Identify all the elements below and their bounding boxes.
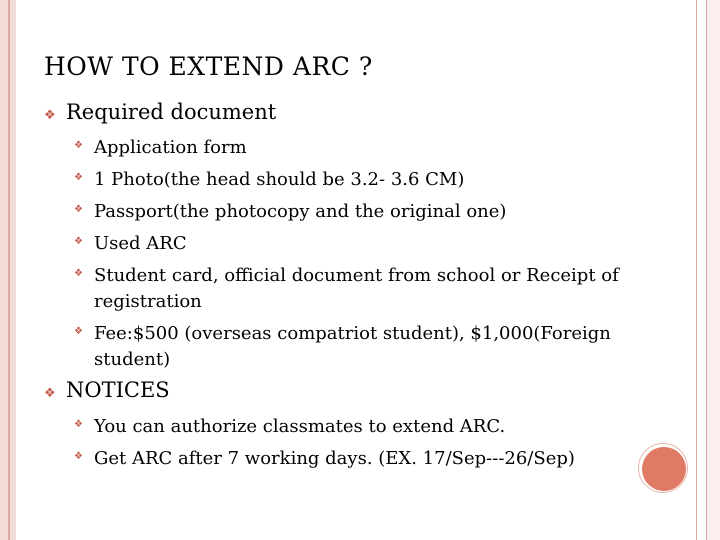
list-item [74, 446, 634, 472]
diamond-bullet-icon: ❖ [74, 451, 83, 462]
list-item-text: Student card, official document from school or Receipt of registration [94, 265, 619, 312]
right-border-line [696, 0, 697, 540]
diamond-bullet-icon: ❖ [74, 326, 83, 337]
list-item-text: 1 Photo(the head should be 3.2- 3.6 CM) [94, 169, 465, 190]
diamond-bullet-icon: ❖ [74, 172, 83, 183]
list-item [74, 167, 634, 193]
list-item-text: Get ARC after 7 working days. (EX. 17/Sep---26/Sep) [94, 448, 575, 469]
list-item-text: Used ARC [94, 233, 187, 254]
diamond-bullet-icon: ❖ [74, 204, 83, 215]
list-item [74, 321, 634, 373]
section-heading-required-document [44, 100, 276, 124]
right-border-decoration [707, 0, 720, 540]
diamond-bullet-icon: ❖ [74, 419, 83, 430]
decorative-circle [642, 447, 686, 491]
list-item [74, 135, 634, 161]
left-border-line [8, 0, 10, 540]
section-heading-label: NOTICES [66, 378, 170, 402]
list-item [74, 199, 634, 225]
list-item-text: Passport(the photocopy and the original one) [94, 201, 507, 222]
section-heading-label: Required document [66, 100, 277, 124]
section-heading-notices [44, 378, 170, 402]
diamond-bullet-icon: ❖ [74, 268, 83, 279]
list-item-text: Fee:$500 (overseas compatriot student), $1,000(Foreign student) [94, 323, 611, 370]
list-item [74, 231, 634, 257]
list-item-text: You can authorize classmates to extend ARC. [94, 416, 506, 437]
diamond-bullet-icon: ❖ [44, 386, 56, 401]
list-item [74, 263, 634, 315]
diamond-bullet-icon: ❖ [44, 108, 56, 123]
list-item-text: Application form [94, 137, 247, 158]
diamond-bullet-icon: ❖ [74, 140, 83, 151]
slide-title: HOW TO EXTEND ARC ? [44, 52, 373, 81]
diamond-bullet-icon: ❖ [74, 236, 83, 247]
list-item [74, 414, 634, 440]
